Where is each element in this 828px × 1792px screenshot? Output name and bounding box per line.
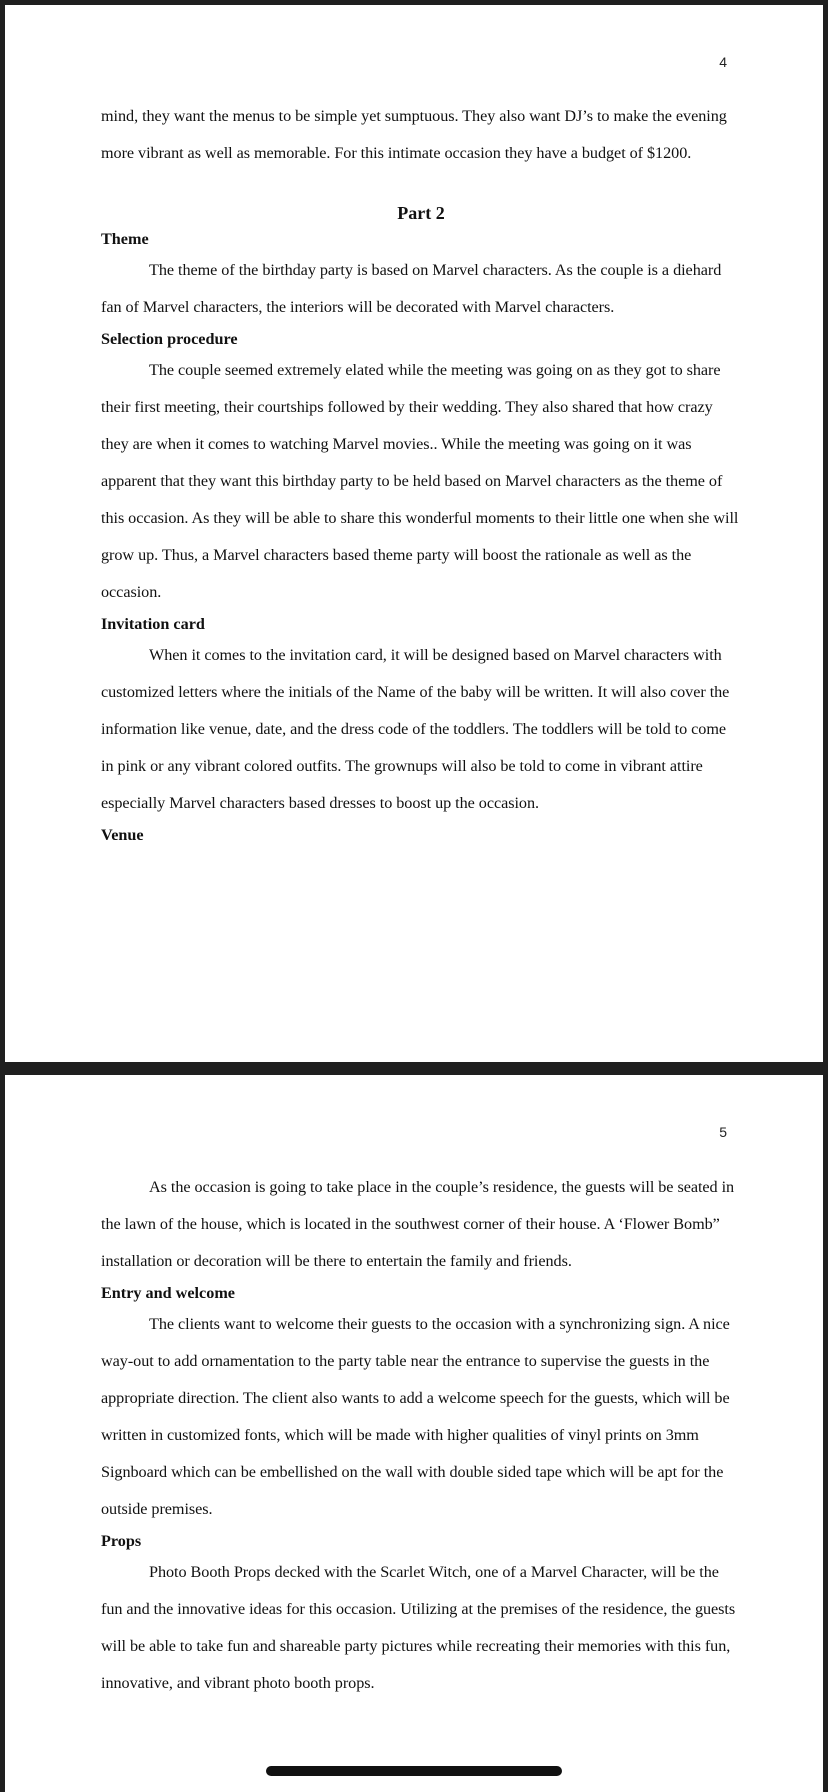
paragraph-props: Photo Booth Props decked with the Scarlet Witch, one of a Marvel Character, will be the fun and the innovative ideas for this occasion. Utilizing at the premises of the residence, the guests will be able to take fun and shareable party pictures while recreating their memories with this fun, innovative, and vibrant photo booth props. bbox=[101, 1563, 736, 1692]
page-content bbox=[101, 98, 741, 848]
document-page-4 bbox=[5, 5, 823, 1062]
document-page-5 bbox=[5, 1075, 823, 1792]
heading-entry-and-welcome: Entry and welcome bbox=[101, 1284, 235, 1302]
paragraph-intro: mind, they want the menus to be simple yet sumptuous. They also want DJ’s to make the evening more vibrant as well as memorable. For this intimate occasion they have a budget of $1200. bbox=[101, 107, 727, 162]
part-title: Part 2 bbox=[397, 203, 445, 223]
heading-props: Props bbox=[101, 1532, 142, 1550]
heading-selection-procedure: Selection procedure bbox=[101, 330, 238, 348]
paragraph-invitation-card: When it comes to the invitation card, it will be designed based on Marvel characters with customized letters where the initials of the Name of the baby will be written. It will also cover the information like venue, date, and the dress code of the toddlers. The toddlers will be told to come in pink or any vibrant colored outfits. The grownups will also be told to come in vibrant attire especially Marvel characters based dresses to boost up the occasion. bbox=[101, 646, 730, 812]
heading-venue: Venue bbox=[101, 826, 144, 844]
heading-theme: Theme bbox=[101, 230, 149, 248]
paragraph-entry-and-welcome: The clients want to welcome their guests to the occasion with a synchronizing sign. A nice way-out to add ornamentation to the party table near the entrance to supervise the guests in the appropriate direction. The client also wants to add a welcome speech for the guests, which will be written in customized fonts, which will be made with higher qualities of vinyl prints on 3mm Signboard which can be embellished on the wall with double sided tape which will be apt for the outside premises. bbox=[101, 1315, 730, 1518]
home-indicator[interactable] bbox=[266, 1766, 562, 1776]
paragraph-selection-procedure: The couple seemed extremely elated while the meeting was going on as they got to share their first meeting, their courtships followed by their wedding. They also shared that how crazy they are when it comes to watching Marvel movies.. While the meeting was going on it was apparent that they want this birthday party to be held based on Marvel characters as the theme of this occasion. As they will be able to share this wonderful moments to their little one when she will grow up. Thus, a Marvel characters based theme party will boost the rationale as well as the occasion. bbox=[101, 361, 739, 601]
heading-invitation-card: Invitation card bbox=[101, 615, 205, 633]
page-number: 4 bbox=[719, 54, 727, 70]
page-content bbox=[101, 1169, 741, 1702]
paragraph-theme: The theme of the birthday party is based on Marvel characters. As the couple is a diehard fan of Marvel characters, the interiors will be decorated with Marvel characters. bbox=[101, 261, 722, 316]
page-number: 5 bbox=[719, 1124, 727, 1140]
paragraph-venue: As the occasion is going to take place in the couple’s residence, the guests will be seated in the lawn of the house, which is located in the southwest corner of their house. A ‘Flower Bomb” installation or decoration will be there to entertain the family and friends. bbox=[101, 1178, 735, 1270]
